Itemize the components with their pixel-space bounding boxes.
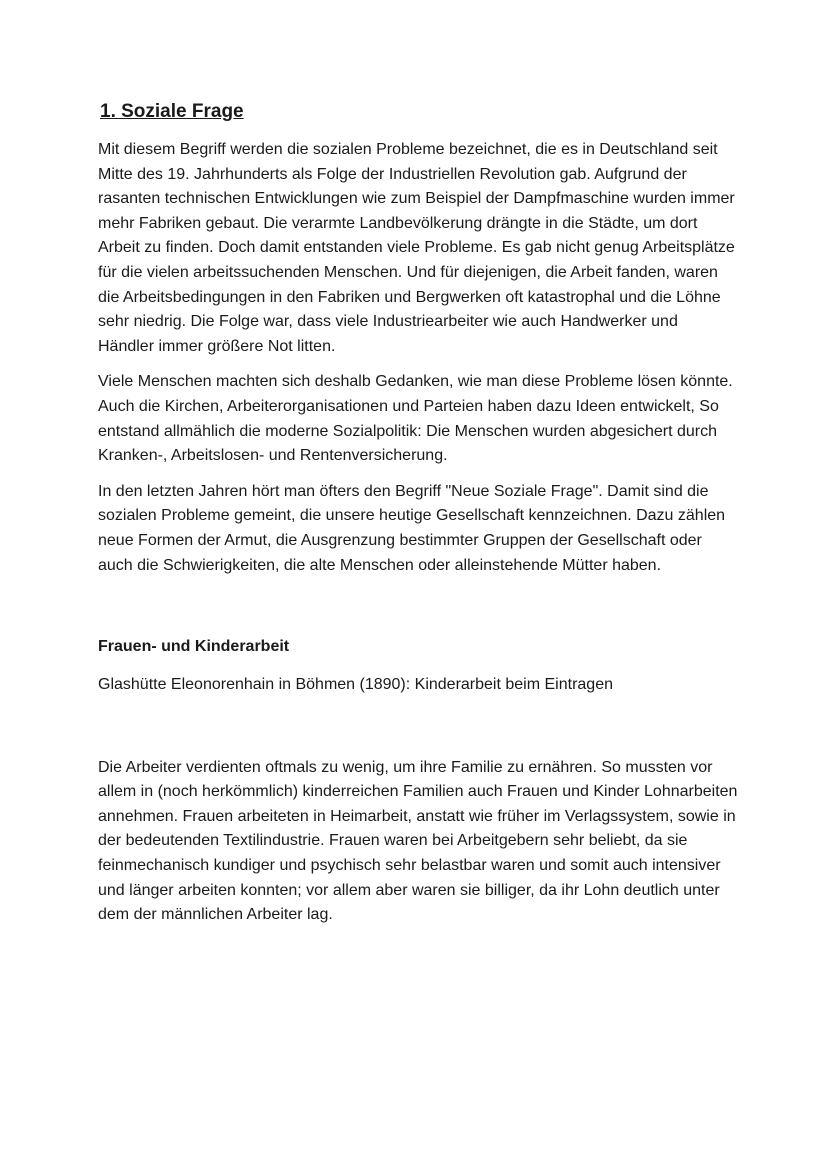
paragraph-new-social-question: In den letzten Jahren hört man öfters den Begriff "Neue Soziale Frage". Damit sind die sozialen Probleme gemeint, die unsere heutige Gesellschaft kennzeichnen. Dazu zählen neue Formen der Armut, die Ausgrenzung bestimmter Gruppen der Gesellschaft oder auch die Schwierigkeiten, die alte Menschen oder alleinstehende Mütter haben. [98, 482, 726, 574]
image-caption: Glashütte Eleonorenhain in Böhmen (1890): Kinderarbeit beim Eintragen [98, 676, 613, 694]
spacer [98, 709, 738, 756]
section-title: 1. Soziale Frage [100, 101, 244, 122]
spacer [98, 589, 738, 635]
document-body [98, 100, 738, 939]
paragraph-definition: Mit diesem Begriff werden die sozialen Probleme bezeichnet, die es in Deutschland seit Mitte des 19. Jahrhunderts als Folge der Industriellen Revolution gab. Aufgrund der rasanten technischen Entwicklungen wie zum Beispiel der Dampfmaschine wurden immer mehr Fabriken gebaut. Die verarmte Landbevölkerung drängte in die Städte, um dort Arbeit zu finden. Doch damit entstanden viele Probleme. Es gab nicht genug Arbeitsplätze für die vielen arbeitssuchenden Menschen. Und für diejenigen, die Arbeit fanden, waren die Arbeitsbedingungen in den Fabriken und Bergwerken oft katastrophal und die Löhne sehr niedrig. Die Folge war, dass viele Industriearbeiter wie auch Handwerker und Händler immer größere Not litten. [98, 141, 735, 355]
paragraph-social-policy: Viele Menschen machten sich deshalb Gedanken, wie man diese Probleme lösen könnte. Auch die Kirchen, Arbeiterorganisationen und Parteien haben dazu Ideen entwickelt, So entstand allmählich die moderne Sozialpolitik: Die Menschen wurden abgesichert durch Kranken-, Arbeitslosen- und Rentenversicherung. [98, 373, 733, 465]
subheading-women-child-labor: Frauen- und Kinderarbeit [98, 638, 290, 656]
spacer [98, 659, 738, 673]
paragraph-labor-conditions: Die Arbeiter verdienten oftmals zu wenig, um ihre Familie zu ernähren. So mussten vor allem in (noch herkömmlich) kinderreichen Familien auch Frauen und Kinder Lohnarbeiten annehmen. Frauen arbeiteten in Heimarbeit, anstatt wie früher im Verlagssystem, sowie in der bedeutenden Textilindustrie. Frauen waren bei Arbeitgebern sehr beliebt, da sie feinmechanisch kundiger und psychisch sehr belastbar waren und somit auch intensiver und länger arbeiten konnten; vor allem aber waren sie billiger, da ihr Lohn deutlich unter dem der männlichen Arbeiter lag. [98, 758, 738, 924]
